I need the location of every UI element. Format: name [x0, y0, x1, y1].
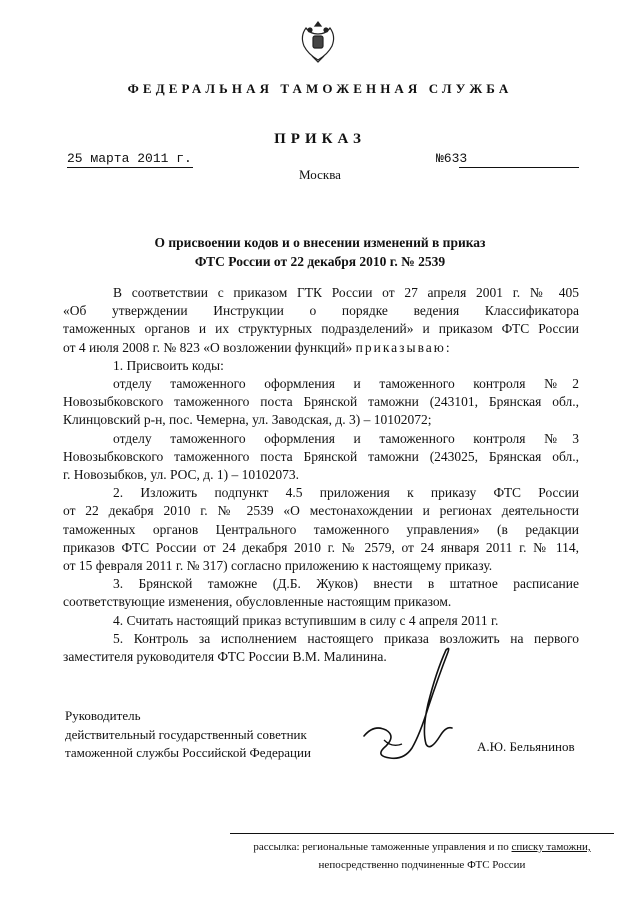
intro-line-3: таможенных органов и их структурных подразделений» и приказом ФТС России [63, 321, 579, 337]
intro-line-1: В соответствии с приказом ГТК России от 27 апреля 2001 г. № 405 [113, 285, 579, 300]
distribution-underlined: списку таможни, [511, 841, 591, 853]
order-date: 25 марта 2011 г. [67, 151, 192, 166]
distribution-list [230, 838, 614, 874]
document-type-title: ПРИКАЗ [274, 131, 366, 147]
item-3-line-1: 3. Брянской таможне (Д.Б. Жуков) внести в штатное расписание [113, 576, 579, 592]
intro-line-4-text: от 4 июля 2008 г. № 823 «О возложении функций» [63, 339, 356, 355]
item-1b-line-3: г. Новозыбков, ул. РОС, д. 1) – 10102073. [63, 467, 300, 483]
item-2-line-5: от 15 февраля 2011 г. № 317) согласно приложению к настоящему приказу. [63, 558, 493, 574]
distribution-text: рассылка: региональные таможенные управления и по [253, 841, 512, 853]
signatory-name: А.Ю. Бельянинов [477, 739, 575, 754]
order-number: №633 [436, 151, 468, 166]
signatory-title-line-1: Руководитель [65, 708, 141, 723]
intro-line-4 [63, 339, 579, 357]
item-2-line-2: от 22 декабря 2010 г. № 2539 «О местонахождении и регионах деятельности [63, 503, 579, 519]
distribution-line-1 [230, 838, 614, 856]
subject-line-1: О присвоении кодов и о внесении изменений в приказ [154, 235, 486, 250]
item-1a-line-2: Новозыбковского таможенного поста Брянской таможни (243101, Брянская обл., [63, 394, 579, 410]
city-name: Москва [299, 167, 341, 182]
item-3-line-2: соответствующие изменения, обусловленные настоящим приказом. [63, 594, 452, 610]
distribution-line-2: непосредственно подчиненные ФТС России [318, 859, 526, 871]
item-2-line-1: 2. Изложить подпункт 4.5 приложения к приказу ФТС России [113, 485, 579, 501]
coat-of-arms-emblem-icon [298, 18, 338, 64]
item-4: 4. Считать настоящий приказ вступившим в силу с 4 апреля 2011 г. [113, 612, 499, 628]
item-2-line-3: таможенных органов Центрального таможенного управления» (в редакции [63, 521, 579, 537]
order-body [63, 284, 579, 666]
item-5-line-2: заместителя руководителя ФТС России В.М. Малинина. [63, 649, 387, 665]
handwritten-signature-icon [350, 640, 480, 780]
item-1b-line-1: отделу таможенного оформления и таможенного контроля №3 [113, 430, 579, 446]
signatory-title [65, 707, 311, 763]
agency-name: ФЕДЕРАЛЬНАЯ ТАМОЖЕННАЯ СЛУЖБА [127, 81, 513, 96]
item-2-line-4: приказов ФТС России от 24 декабря 2010 г. № 2579, от 24 января 2011 г. № 114, [63, 539, 579, 555]
item-1a-line-3: Клинцовский р-н, пос. Чемерна, ул. Заводская, д. 3) – 10102072; [63, 412, 432, 428]
order-verb: приказываю: [355, 339, 452, 355]
item-1b-line-2: Новозыбковского таможенного поста Брянской таможни (243025, Брянская обл., [63, 448, 579, 464]
intro-line-2: «Об утверждении Инструкции о порядке ведения Классификатора [63, 303, 579, 319]
signatory-title-line-2: действительный государственный советник [65, 726, 307, 742]
distribution-rule [230, 833, 614, 834]
item-5-line-1: 5. Контроль за исполнением настоящего приказа возложить на первого [113, 630, 579, 646]
subject-line-2: ФТС России от 22 декабря 2010 г. № 2539 [194, 254, 446, 269]
signatory-title-line-3: таможенной службы Российской Федерации [65, 745, 311, 760]
order-subject [0, 233, 640, 271]
item-1a-line-1: отделу таможенного оформления и таможенного контроля №2 [113, 376, 579, 392]
item-1: 1. Присвоить коды: [113, 357, 224, 373]
